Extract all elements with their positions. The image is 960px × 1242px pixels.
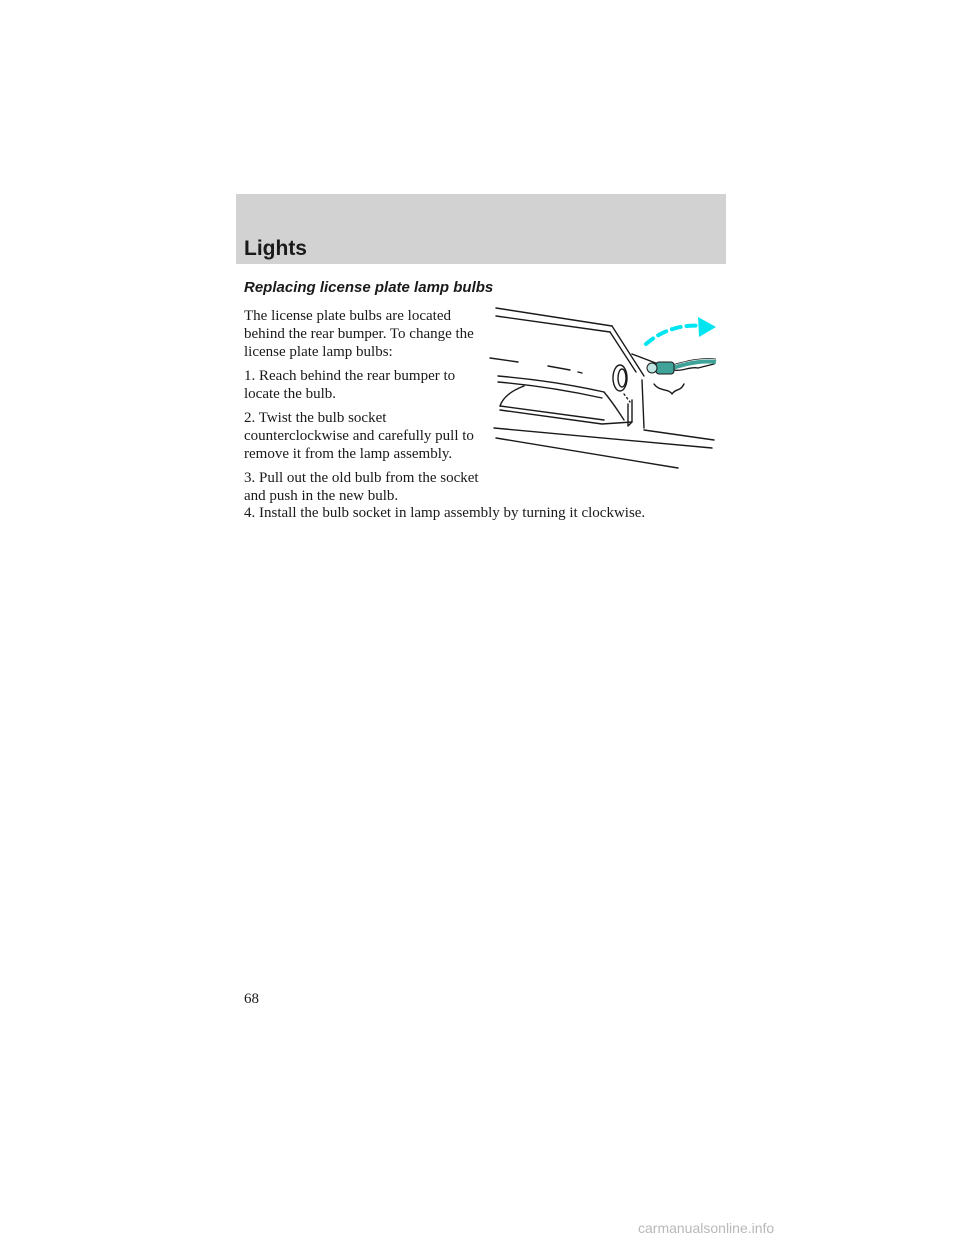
step-2: 2. Twist the bulb socket counterclockwise and carefully pull to remove it from the lamp assembly. [244,410,474,462]
bumper-corner [612,326,644,376]
leader-dots [624,394,630,402]
bumper-bottom-line [494,428,712,448]
license-plate-lamp-illustration [486,292,726,474]
instructions-column [244,307,484,511]
step-4: 4. Install the bulb socket in lamp assembly by turning it clockwise. [244,505,646,521]
bumper-recess-top-2 [498,382,602,398]
bulb-glass [647,363,657,373]
bumper-recess-left [500,386,524,406]
subheading: Replacing license plate lamp bulbs [244,279,494,296]
section-header-band [236,194,726,264]
removal-arrow-icon [646,317,716,344]
bumper-top-line [496,308,612,326]
fender-edge-vertical [642,380,644,428]
lamp-housing [613,365,627,391]
step-1: 1. Reach behind the rear bumper to locate the bulb. [244,368,456,402]
step-3: 3. Pull out the old bulb from the socket and push in the new bulb. [244,470,479,504]
bumper-recess-bottom [500,406,604,420]
bumper-recess-bottom-2 [500,410,632,424]
fender-line [644,430,714,440]
body-cutaway-wavy [654,384,684,394]
watermark: carmanualsonline.info [638,1220,775,1236]
socket-body [656,362,674,374]
bumper-top-line-inner [496,316,610,332]
bumper-recess-curve [604,392,624,420]
section-title: Lights [244,237,307,260]
lamp-lens [618,369,626,387]
page-number: 68 [244,991,259,1007]
intro-paragraph: The license plate bulbs are located behind the rear bumper. To change the license plate lamp bulbs: [244,308,474,360]
trim-dash [490,358,582,373]
